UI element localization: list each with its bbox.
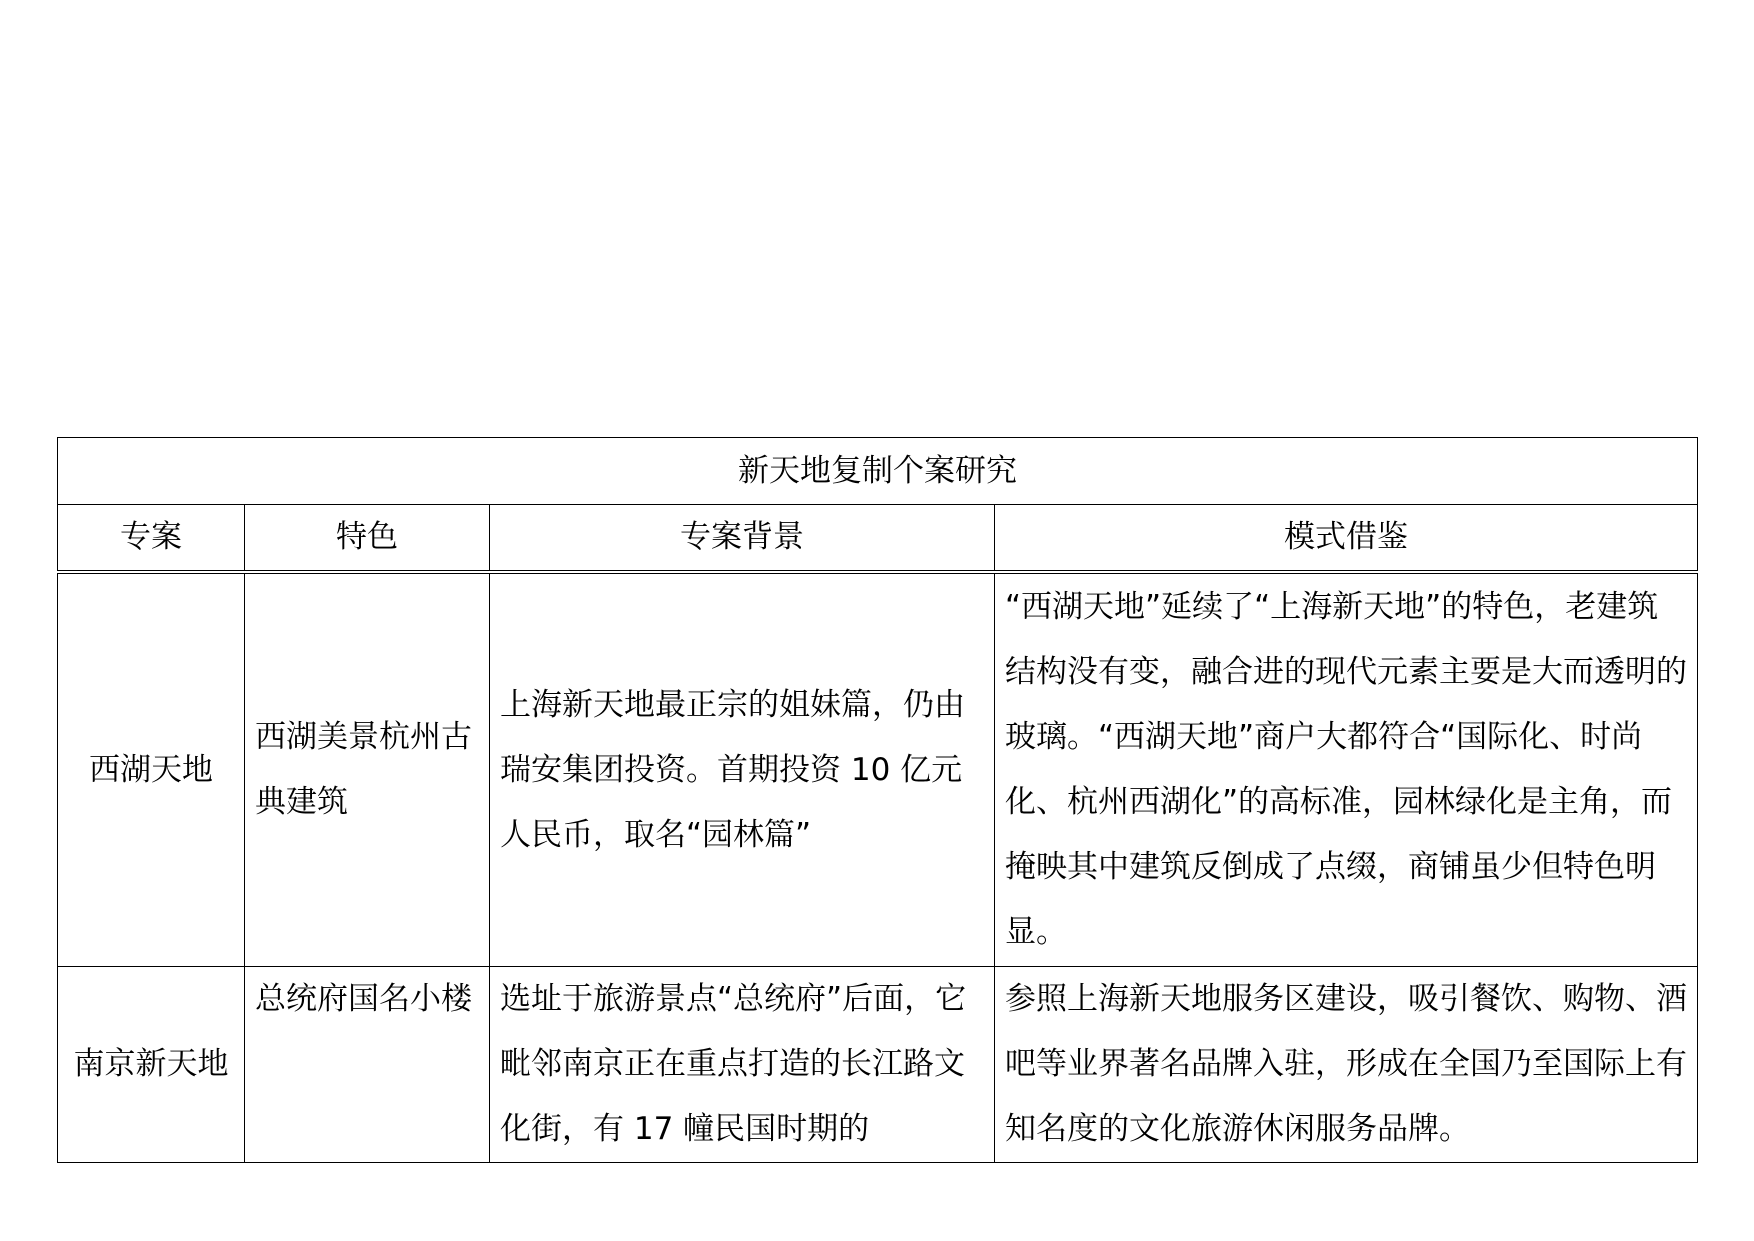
header-feature: 特色 — [245, 505, 490, 573]
case-study-table — [57, 437, 1698, 1163]
cell-feature: 西湖美景杭州古典建筑 — [245, 572, 490, 967]
header-background: 专案背景 — [490, 505, 995, 573]
cell-project: 南京新天地 — [58, 967, 245, 1163]
table-row — [58, 572, 1698, 967]
cell-reference: “西湖天地”延续了“上海新天地”的特色，老建筑结构没有变，融合进的现代元素主要是大而透明的玻璃。“西湖天地”商户大都符合“国际化、时尚化、杭州西湖化”的高标准，园林绿化是主角，而掩映其中建筑反倒成了点缀，商铺虽少但特色明显。 — [995, 572, 1698, 967]
table-row — [58, 967, 1698, 1163]
cell-reference — [995, 967, 1698, 1163]
header-project: 专案 — [58, 505, 245, 573]
cell-feature-text: 总统府国名小楼 — [255, 981, 472, 1017]
cell-project: 西湖天地 — [58, 572, 245, 967]
cell-background — [490, 967, 995, 1163]
header-reference: 模式借鉴 — [995, 505, 1698, 573]
cell-feature — [245, 967, 490, 1163]
header-row — [58, 505, 1698, 573]
table-title: 新天地复制个案研究 — [58, 438, 1698, 505]
cell-background-text: 选址于旅游景点“总统府”后面，它毗邻南京正在重点打造的长江路文化街，有 17 幢民国时期的 — [500, 981, 967, 1147]
cell-reference-text: 参照上海新天地服务区建设，吸引餐饮、购物、酒吧等业界著名品牌入驻，形成在全国乃至国际上有知名度的文化旅游休闲服务品牌。 — [1005, 981, 1687, 1147]
cell-background: 上海新天地最正宗的姐妹篇，仍由瑞安集团投资。首期投资 10 亿元人民币，取名“园林篇” — [490, 572, 995, 967]
